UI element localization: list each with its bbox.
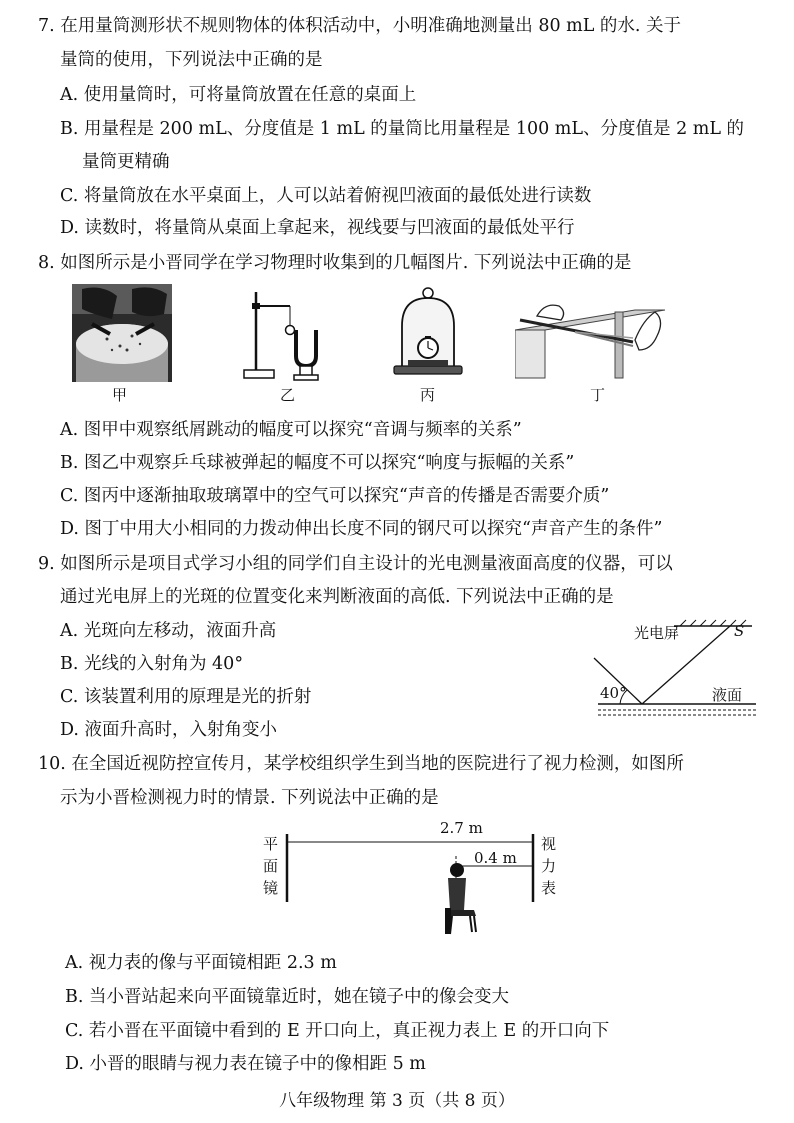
bell-jar-figure	[388, 286, 468, 380]
q7-option-c: C. 将量筒放在水平桌面上，人可以站着俯视凹液面的最低处进行读数	[60, 186, 592, 206]
eye-chart-label: 视 力 表	[541, 835, 557, 897]
q10-option-b: B. 当小晋站起来向平面镜靠近时，她在镜子中的像会变大	[65, 987, 509, 1007]
q7-stem-line2: 量筒的使用，下列说法中正确的是	[60, 50, 323, 70]
distance-0-4m-label: 0.4 m	[474, 849, 517, 867]
q9-stem-line1: 9. 如图所示是项目式学习小组的同学们自主设计的光电测量液面高度的仪器，可以	[38, 554, 673, 574]
q9-option-b: B. 光线的入射角为 40°	[60, 654, 244, 674]
q10-stem-line1: 10. 在全国近视防控宣传月，某学校组织学生到当地的医院进行了视力检测，如图所	[38, 754, 684, 774]
figure-caption-yi: 乙	[280, 386, 296, 404]
page-footer: 八年级物理 第 3 页（共 8 页）	[279, 1091, 515, 1111]
q7-option-a: A. 使用量筒时，可将量筒放置在任意的桌面上	[60, 85, 417, 105]
vision-test-figure	[280, 830, 542, 940]
q7-option-b-line1: B. 用量程是 200 mL、分度值是 1 mL 的量筒比用量程是 100 mL、分度值是 2 mL 的	[60, 119, 745, 139]
q8-option-b: B. 图乙中观察乒乓球被弹起的幅度不可以探究“响度与振幅的关系”	[60, 453, 575, 473]
q8-stem: 8. 如图所示是小晋同学在学习物理时收集到的几幅图片. 下列说法中正确的是	[38, 253, 632, 273]
q8-option-c: C. 图丙中逐渐抽取玻璃罩中的空气可以探究“声音的传播是否需要介质”	[60, 486, 610, 506]
q8-option-a: A. 图甲中观察纸屑跳动的幅度可以探究“音调与频率的关系”	[60, 420, 522, 440]
photo-screen-label: 光电屏	[634, 624, 680, 642]
q9-option-d: D. 液面升高时，入射角变小	[60, 720, 278, 740]
figure-caption-jia: 甲	[112, 386, 128, 404]
tuning-fork-figure	[240, 286, 330, 382]
distance-2-7m-label: 2.7 m	[440, 819, 483, 837]
q7-option-b-line2: 量筒更精确	[82, 152, 170, 172]
mirror-label: 平 面 镜	[263, 835, 279, 897]
q7-stem-line1: 7. 在用量筒测形状不规则物体的体积活动中，小明准确地测量出 80 mL 的水. 关于	[38, 16, 682, 36]
liquid-surface-label: 液面	[712, 686, 743, 704]
q9-stem-line2: 通过光电屏上的光斑的位置变化来判断液面的高低. 下列说法中正确的是	[60, 587, 614, 607]
figure-caption-ding: 丁	[590, 386, 606, 404]
q8-option-d: D. 图丁中用大小相同的力拨动伸出长度不同的钢尺可以探究“声音产生的条件”	[60, 519, 663, 539]
q10-option-c: C. 若小晋在平面镜中看到的 E 开口向上，真正视力表上 E 的开口向下	[65, 1021, 610, 1041]
q10-option-a: A. 视力表的像与平面镜相距 2.3 m	[65, 953, 337, 973]
q9-option-c: C. 该装置利用的原理是光的折射	[60, 687, 312, 707]
q10-stem-line2: 示为小晋检测视力时的情景. 下列说法中正确的是	[60, 788, 439, 808]
steel-ruler-figure	[515, 290, 675, 380]
light-spot-s-label: S	[734, 622, 745, 640]
q10-option-d: D. 小晋的眼睛与视力表在镜子中的像相距 5 m	[65, 1054, 426, 1074]
figure-caption-bing: 丙	[420, 386, 436, 404]
q7-option-d: D. 读数时，将量筒从桌面上拿起来，视线要与凹液面的最低处平行	[60, 218, 575, 238]
q9-option-a: A. 光斑向左移动，液面升高	[60, 621, 277, 641]
drum-photo-figure	[72, 284, 172, 382]
angle-40-label: 40°	[600, 684, 627, 702]
